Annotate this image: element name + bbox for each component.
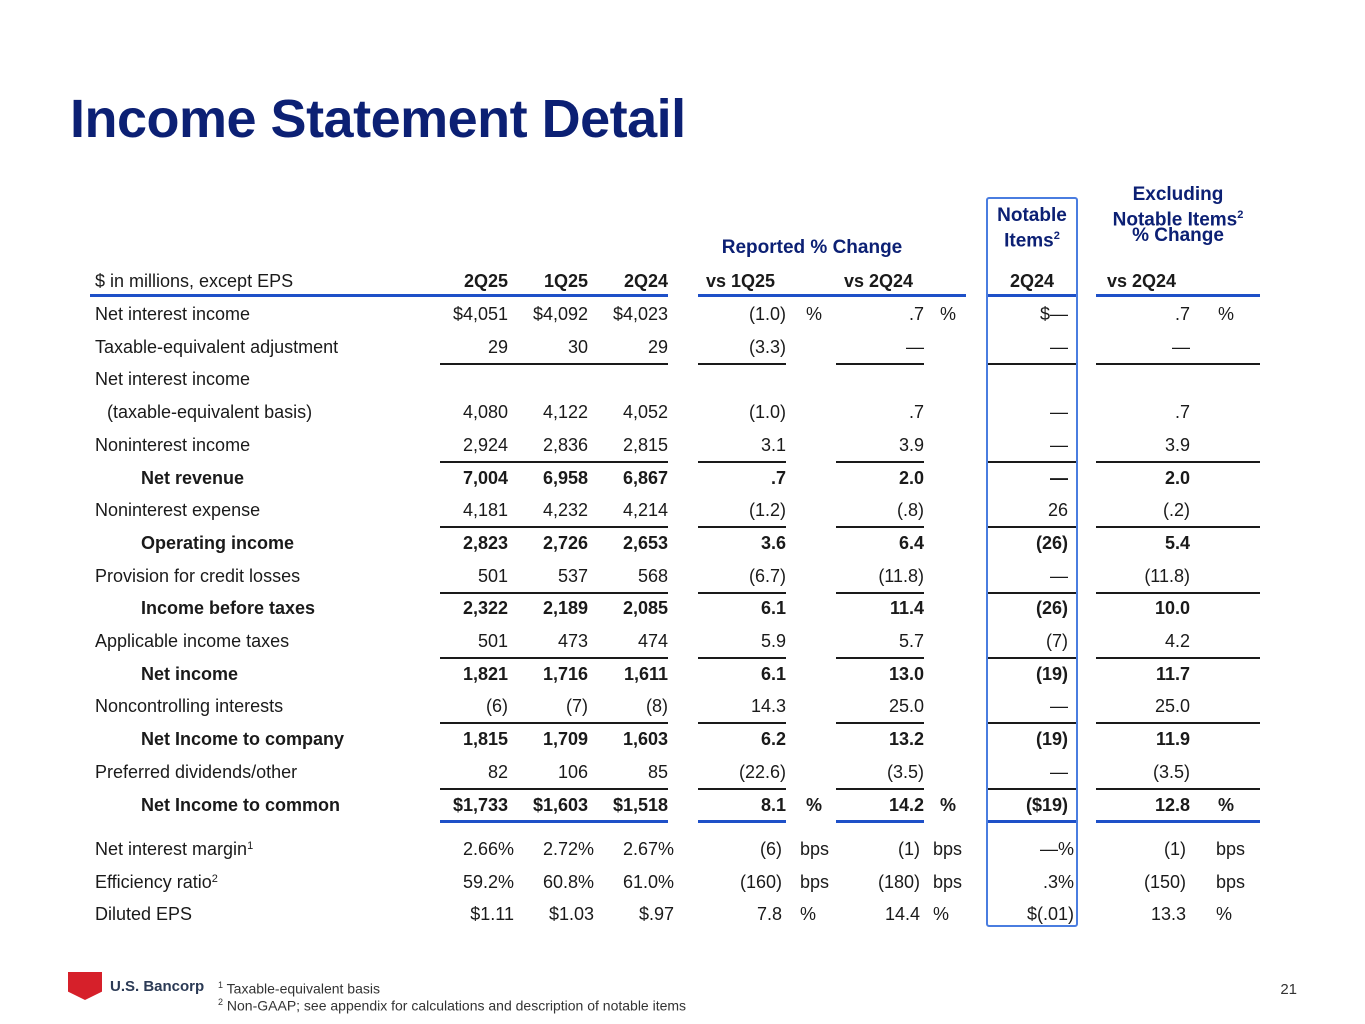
row-divider bbox=[698, 722, 786, 724]
cell-pct-vs1q25: % bbox=[806, 304, 823, 324]
cell-excl: 4.2 bbox=[1164, 631, 1190, 651]
cell-2q24: 29 bbox=[647, 336, 668, 357]
cell-excl: 2.0 bbox=[1164, 467, 1190, 488]
cell-notable: — bbox=[1050, 402, 1068, 423]
row-divider bbox=[836, 592, 924, 594]
cell-vs2q24: — bbox=[906, 336, 924, 357]
cell-2q25: $4,051 bbox=[452, 304, 508, 324]
cell-vs2q24: 11.4 bbox=[889, 598, 924, 619]
metric-label: Net interest margin$^1$ bbox=[95, 839, 254, 859]
cell-excl: 10.0 bbox=[1154, 598, 1190, 619]
cell-vs2q24: 5.7 bbox=[898, 631, 924, 651]
cell-1q25: 1,709 bbox=[542, 729, 588, 750]
cell-vs2q24: 13.0 bbox=[888, 663, 924, 684]
cell-notable: — bbox=[1050, 696, 1068, 717]
excl-header-line1: Excluding bbox=[1132, 184, 1224, 205]
metric-excl: 13.3 bbox=[1150, 904, 1186, 925]
col-header-1q25: 1Q25 bbox=[543, 271, 588, 291]
cell-1q25: 2,836 bbox=[542, 434, 588, 455]
cell-vs2q24: 14.2 bbox=[888, 794, 924, 815]
cell-pct-vs2q24: % bbox=[940, 794, 957, 815]
cell-notable: (26) bbox=[1035, 532, 1068, 553]
brand-logo bbox=[68, 972, 204, 1000]
cell-vs2q24: .7 bbox=[908, 304, 924, 324]
cell-2q24: (8) bbox=[646, 696, 668, 717]
cell-excl: 5.4 bbox=[1164, 532, 1190, 553]
notable-items-box bbox=[986, 197, 1078, 927]
cell-vs2q24: 25.0 bbox=[888, 696, 924, 717]
cell-notable: — bbox=[1050, 336, 1068, 357]
cell-vs1q25: (1.0) bbox=[748, 402, 786, 423]
cell-1q25: 4,122 bbox=[542, 402, 588, 423]
row-label: Noninterest income bbox=[95, 434, 251, 455]
row-label: Taxable-equivalent adjustment bbox=[95, 336, 339, 357]
cell-vs1q25: 6.2 bbox=[760, 729, 786, 750]
metric-vs2q24: (180) bbox=[877, 871, 920, 892]
cell-2q24: 85 bbox=[647, 761, 668, 782]
cell-2q25: $1,733 bbox=[452, 794, 508, 815]
cell-excl: — bbox=[1172, 336, 1190, 357]
cell-2q25: 7,004 bbox=[462, 467, 508, 488]
header-rule bbox=[90, 294, 668, 297]
row-divider bbox=[698, 526, 786, 528]
metric-label: Efficiency ratio$^2$ bbox=[95, 871, 218, 892]
col-header-2q25: 2Q25 bbox=[463, 271, 508, 291]
cell-vs1q25: 5.9 bbox=[760, 631, 786, 651]
row-label: Income before taxes bbox=[141, 598, 316, 619]
cell-pct-excl: % bbox=[1218, 304, 1235, 324]
row-divider bbox=[440, 526, 668, 528]
cell-2q25: (6) bbox=[486, 696, 508, 717]
metric-notable: .3% bbox=[1042, 871, 1074, 892]
metric-vs1q25: (160) bbox=[739, 871, 782, 892]
cell-notable: — bbox=[1050, 565, 1068, 586]
row-divider bbox=[698, 461, 786, 463]
cell-2q24: 1,603 bbox=[622, 729, 668, 750]
cell-1q25: $1,603 bbox=[532, 794, 588, 815]
cell-excl: (11.8) bbox=[1144, 565, 1190, 586]
cell-notable: 26 bbox=[1047, 500, 1068, 521]
cell-vs2q24: .7 bbox=[908, 402, 924, 423]
total-rule bbox=[1096, 820, 1260, 823]
cell-1q25: 537 bbox=[557, 565, 588, 586]
metric-vs2q24: (1) bbox=[898, 839, 920, 859]
cell-notable: (19) bbox=[1035, 729, 1068, 750]
header-rule bbox=[1096, 294, 1260, 297]
cell-notable: — bbox=[1050, 761, 1068, 782]
row-label: Provision for credit losses bbox=[95, 565, 301, 586]
cell-pct-vs1q25: % bbox=[806, 794, 823, 815]
row-divider bbox=[440, 722, 668, 724]
row-divider bbox=[1096, 461, 1260, 463]
row-divider bbox=[1096, 788, 1260, 790]
cell-2q24: 2,815 bbox=[622, 434, 668, 455]
cell-2q25: 82 bbox=[487, 761, 508, 782]
cell-vs1q25: 8.1 bbox=[760, 794, 786, 815]
row-label: Net revenue bbox=[141, 467, 245, 488]
cell-excl: 3.9 bbox=[1164, 434, 1190, 455]
row-divider bbox=[836, 722, 924, 724]
row-label: Preferred dividends/other bbox=[95, 761, 298, 782]
metric-unit-vs1q25: bps bbox=[800, 871, 830, 892]
cell-2q25: 2,924 bbox=[462, 434, 508, 455]
cell-2q24: 474 bbox=[637, 631, 668, 651]
cell-2q24: 2,653 bbox=[622, 532, 668, 553]
cell-2q24: $1,518 bbox=[612, 794, 668, 815]
cell-2q24: 1,611 bbox=[623, 663, 668, 684]
metric-2q25: $1.11 bbox=[470, 904, 514, 925]
metric-excl: (1) bbox=[1164, 839, 1186, 859]
col-header-notable-2q24: 2Q24 bbox=[1009, 271, 1055, 291]
cell-notable: — bbox=[1050, 467, 1068, 488]
metric-unit-vs2q24: bps bbox=[933, 871, 963, 892]
cell-vs1q25: 3.1 bbox=[760, 434, 786, 455]
cell-vs2q24: (11.8) bbox=[878, 565, 924, 586]
row-divider bbox=[836, 461, 924, 463]
cell-vs1q25: .7 bbox=[770, 467, 786, 488]
row-label: Operating income bbox=[141, 532, 295, 553]
row-divider bbox=[698, 657, 786, 659]
metric-unit-vs1q25: % bbox=[800, 904, 817, 925]
cell-vs2q24: (.8) bbox=[897, 500, 924, 521]
cell-2q24: 4,214 bbox=[622, 500, 668, 521]
cell-notable: — bbox=[1050, 434, 1068, 455]
cell-vs2q24: 13.2 bbox=[888, 729, 924, 750]
metric-label: Diluted EPS bbox=[95, 904, 193, 925]
cell-vs2q24: (3.5) bbox=[886, 761, 924, 782]
cell-notable: (19) bbox=[1035, 663, 1068, 684]
metric-notable: —% bbox=[1039, 839, 1074, 859]
brand-name: U.S. Bancorp bbox=[110, 977, 205, 995]
col-header-2q24: 2Q24 bbox=[623, 271, 668, 291]
row-label: Noncontrolling interests bbox=[95, 696, 284, 717]
cell-vs1q25: (22.6) bbox=[738, 761, 786, 782]
metric-1q25: $1.03 bbox=[548, 904, 594, 925]
metric-unit-vs2q24: % bbox=[933, 904, 950, 925]
cell-2q25: 4,181 bbox=[462, 500, 508, 521]
metric-2q24: $.97 bbox=[638, 904, 674, 925]
cell-excl: .7 bbox=[1174, 402, 1190, 423]
excl-header-line3: % Change bbox=[1132, 225, 1224, 247]
row-divider bbox=[440, 461, 668, 463]
row-divider bbox=[440, 788, 668, 790]
cell-2q25: 4,080 bbox=[462, 402, 508, 423]
excluding-notable-header bbox=[1096, 185, 1260, 246]
row-label: Net interest income bbox=[95, 304, 251, 324]
page-number: 21 bbox=[1280, 981, 1297, 998]
row-divider bbox=[698, 592, 786, 594]
col-header-vs1q25: vs 1Q25 bbox=[706, 271, 776, 291]
footnote-1: $^1$ Taxable-equivalent basis bbox=[218, 980, 380, 997]
col-header-excl-vs2q24: vs 2Q24 bbox=[1107, 271, 1177, 291]
cell-pct-vs2q24: % bbox=[940, 304, 957, 324]
cell-2q25: 29 bbox=[487, 336, 508, 357]
row-divider bbox=[1096, 722, 1260, 724]
units-label: $ in millions, except EPS bbox=[95, 271, 294, 291]
cell-vs1q25: 6.1 bbox=[760, 598, 786, 619]
cell-1q25: 106 bbox=[557, 761, 588, 782]
cell-1q25: 4,232 bbox=[542, 500, 588, 521]
metric-2q25: 2.66% bbox=[462, 839, 514, 859]
cell-pct-excl: % bbox=[1218, 794, 1235, 815]
excl-header-line2: Notable Items$^2$ bbox=[1112, 209, 1244, 231]
row-divider bbox=[1096, 363, 1260, 365]
row-label: Applicable income taxes bbox=[95, 631, 290, 651]
metric-notable: $(.01) bbox=[1026, 904, 1074, 925]
cell-2q25: 501 bbox=[477, 631, 508, 651]
footnote-2: $^2$ Non-GAAP; see appendix for calculations and description of notable items bbox=[218, 997, 687, 1014]
row-label: Net income bbox=[141, 663, 239, 684]
cell-notable: ($19) bbox=[1025, 794, 1068, 815]
col-header-vs2q24: vs 2Q24 bbox=[844, 271, 914, 291]
cell-vs1q25: (1.2) bbox=[748, 500, 786, 521]
cell-notable: (7) bbox=[1046, 631, 1068, 651]
row-label: (taxable-equivalent basis) bbox=[107, 402, 313, 423]
cell-2q25: 2,322 bbox=[462, 598, 508, 619]
cell-1q25: 6,958 bbox=[542, 467, 588, 488]
cell-2q24: $4,023 bbox=[612, 304, 668, 324]
row-divider bbox=[1096, 592, 1260, 594]
cell-excl: 11.7 bbox=[1155, 663, 1190, 684]
row-divider bbox=[836, 363, 924, 365]
page-title: Income Statement Detail bbox=[70, 89, 686, 149]
row-divider bbox=[1096, 657, 1260, 659]
metric-2q24: 61.0% bbox=[622, 871, 674, 892]
row-divider bbox=[698, 788, 786, 790]
metric-unit-excl: bps bbox=[1216, 871, 1246, 892]
cell-notable: $— bbox=[1039, 304, 1068, 324]
metric-unit-excl: % bbox=[1216, 904, 1233, 925]
cell-excl: (.2) bbox=[1163, 500, 1190, 521]
cell-2q24: 568 bbox=[637, 565, 668, 586]
cell-excl: 12.8 bbox=[1154, 794, 1190, 815]
cell-vs2q24: 2.0 bbox=[898, 467, 924, 488]
cell-excl: .7 bbox=[1174, 304, 1190, 324]
metric-vs1q25: (6) bbox=[760, 839, 782, 859]
notable-header-line1: Notable bbox=[997, 205, 1067, 226]
total-rule bbox=[440, 820, 668, 823]
cell-2q25: 1,815 bbox=[462, 729, 508, 750]
cell-notable: (26) bbox=[1035, 598, 1068, 619]
row-divider bbox=[440, 363, 668, 365]
metric-unit-vs1q25: bps bbox=[800, 839, 830, 859]
cell-vs1q25: (6.7) bbox=[748, 565, 786, 586]
row-divider bbox=[836, 657, 924, 659]
cell-1q25: 1,716 bbox=[542, 663, 588, 684]
row-divider bbox=[440, 592, 668, 594]
cell-excl: (3.5) bbox=[1152, 761, 1190, 782]
row-divider bbox=[836, 526, 924, 528]
cell-2q24: 4,052 bbox=[622, 402, 668, 423]
cell-1q25: 30 bbox=[567, 336, 588, 357]
row-divider bbox=[836, 788, 924, 790]
row-label: Noninterest expense bbox=[95, 500, 261, 521]
total-rule bbox=[698, 820, 786, 823]
cell-2q24: 2,085 bbox=[622, 598, 668, 619]
cell-vs1q25: (3.3) bbox=[748, 336, 786, 357]
row-divider bbox=[440, 657, 668, 659]
cell-vs1q25: 6.1 bbox=[760, 663, 786, 684]
row-label: Net interest income bbox=[95, 369, 251, 390]
cell-1q25: 473 bbox=[557, 631, 588, 651]
row-label: Net Income to company bbox=[141, 729, 345, 750]
row-divider bbox=[698, 363, 786, 365]
cell-excl: 11.9 bbox=[1155, 729, 1190, 750]
cell-excl: 25.0 bbox=[1154, 696, 1190, 717]
header-rule bbox=[698, 294, 966, 297]
cell-1q25: 2,726 bbox=[542, 532, 588, 553]
cell-vs1q25: (1.0) bbox=[748, 304, 786, 324]
cell-1q25: (7) bbox=[566, 696, 588, 717]
row-divider bbox=[1096, 526, 1260, 528]
cell-2q25: 2,823 bbox=[462, 532, 508, 553]
metric-vs2q24: 14.4 bbox=[884, 904, 920, 925]
cell-vs1q25: 3.6 bbox=[760, 532, 786, 553]
metric-2q25: 59.2% bbox=[462, 871, 514, 892]
row-label: Net Income to common bbox=[141, 794, 341, 815]
shield-icon bbox=[68, 972, 102, 1000]
cell-2q24: 6,867 bbox=[622, 467, 668, 488]
cell-2q25: 501 bbox=[477, 565, 508, 586]
metric-unit-vs2q24: bps bbox=[933, 839, 963, 859]
cell-1q25: $4,092 bbox=[532, 304, 588, 324]
cell-vs1q25: 14.3 bbox=[750, 696, 786, 717]
cell-2q25: 1,821 bbox=[462, 663, 508, 684]
metric-1q25: 60.8% bbox=[542, 871, 594, 892]
metric-excl: (150) bbox=[1143, 871, 1186, 892]
metric-1q25: 2.72% bbox=[542, 839, 594, 859]
total-rule bbox=[836, 820, 924, 823]
metric-2q24: 2.67% bbox=[622, 839, 674, 859]
reported-change-header: Reported % Change bbox=[721, 237, 903, 258]
metric-vs1q25: 7.8 bbox=[756, 904, 782, 925]
cell-vs2q24: 3.9 bbox=[898, 434, 924, 455]
metric-unit-excl: bps bbox=[1216, 839, 1246, 859]
notable-header-line2: Items$^2$ bbox=[1004, 230, 1060, 252]
cell-vs2q24: 6.4 bbox=[898, 532, 924, 553]
cell-1q25: 2,189 bbox=[542, 598, 588, 619]
